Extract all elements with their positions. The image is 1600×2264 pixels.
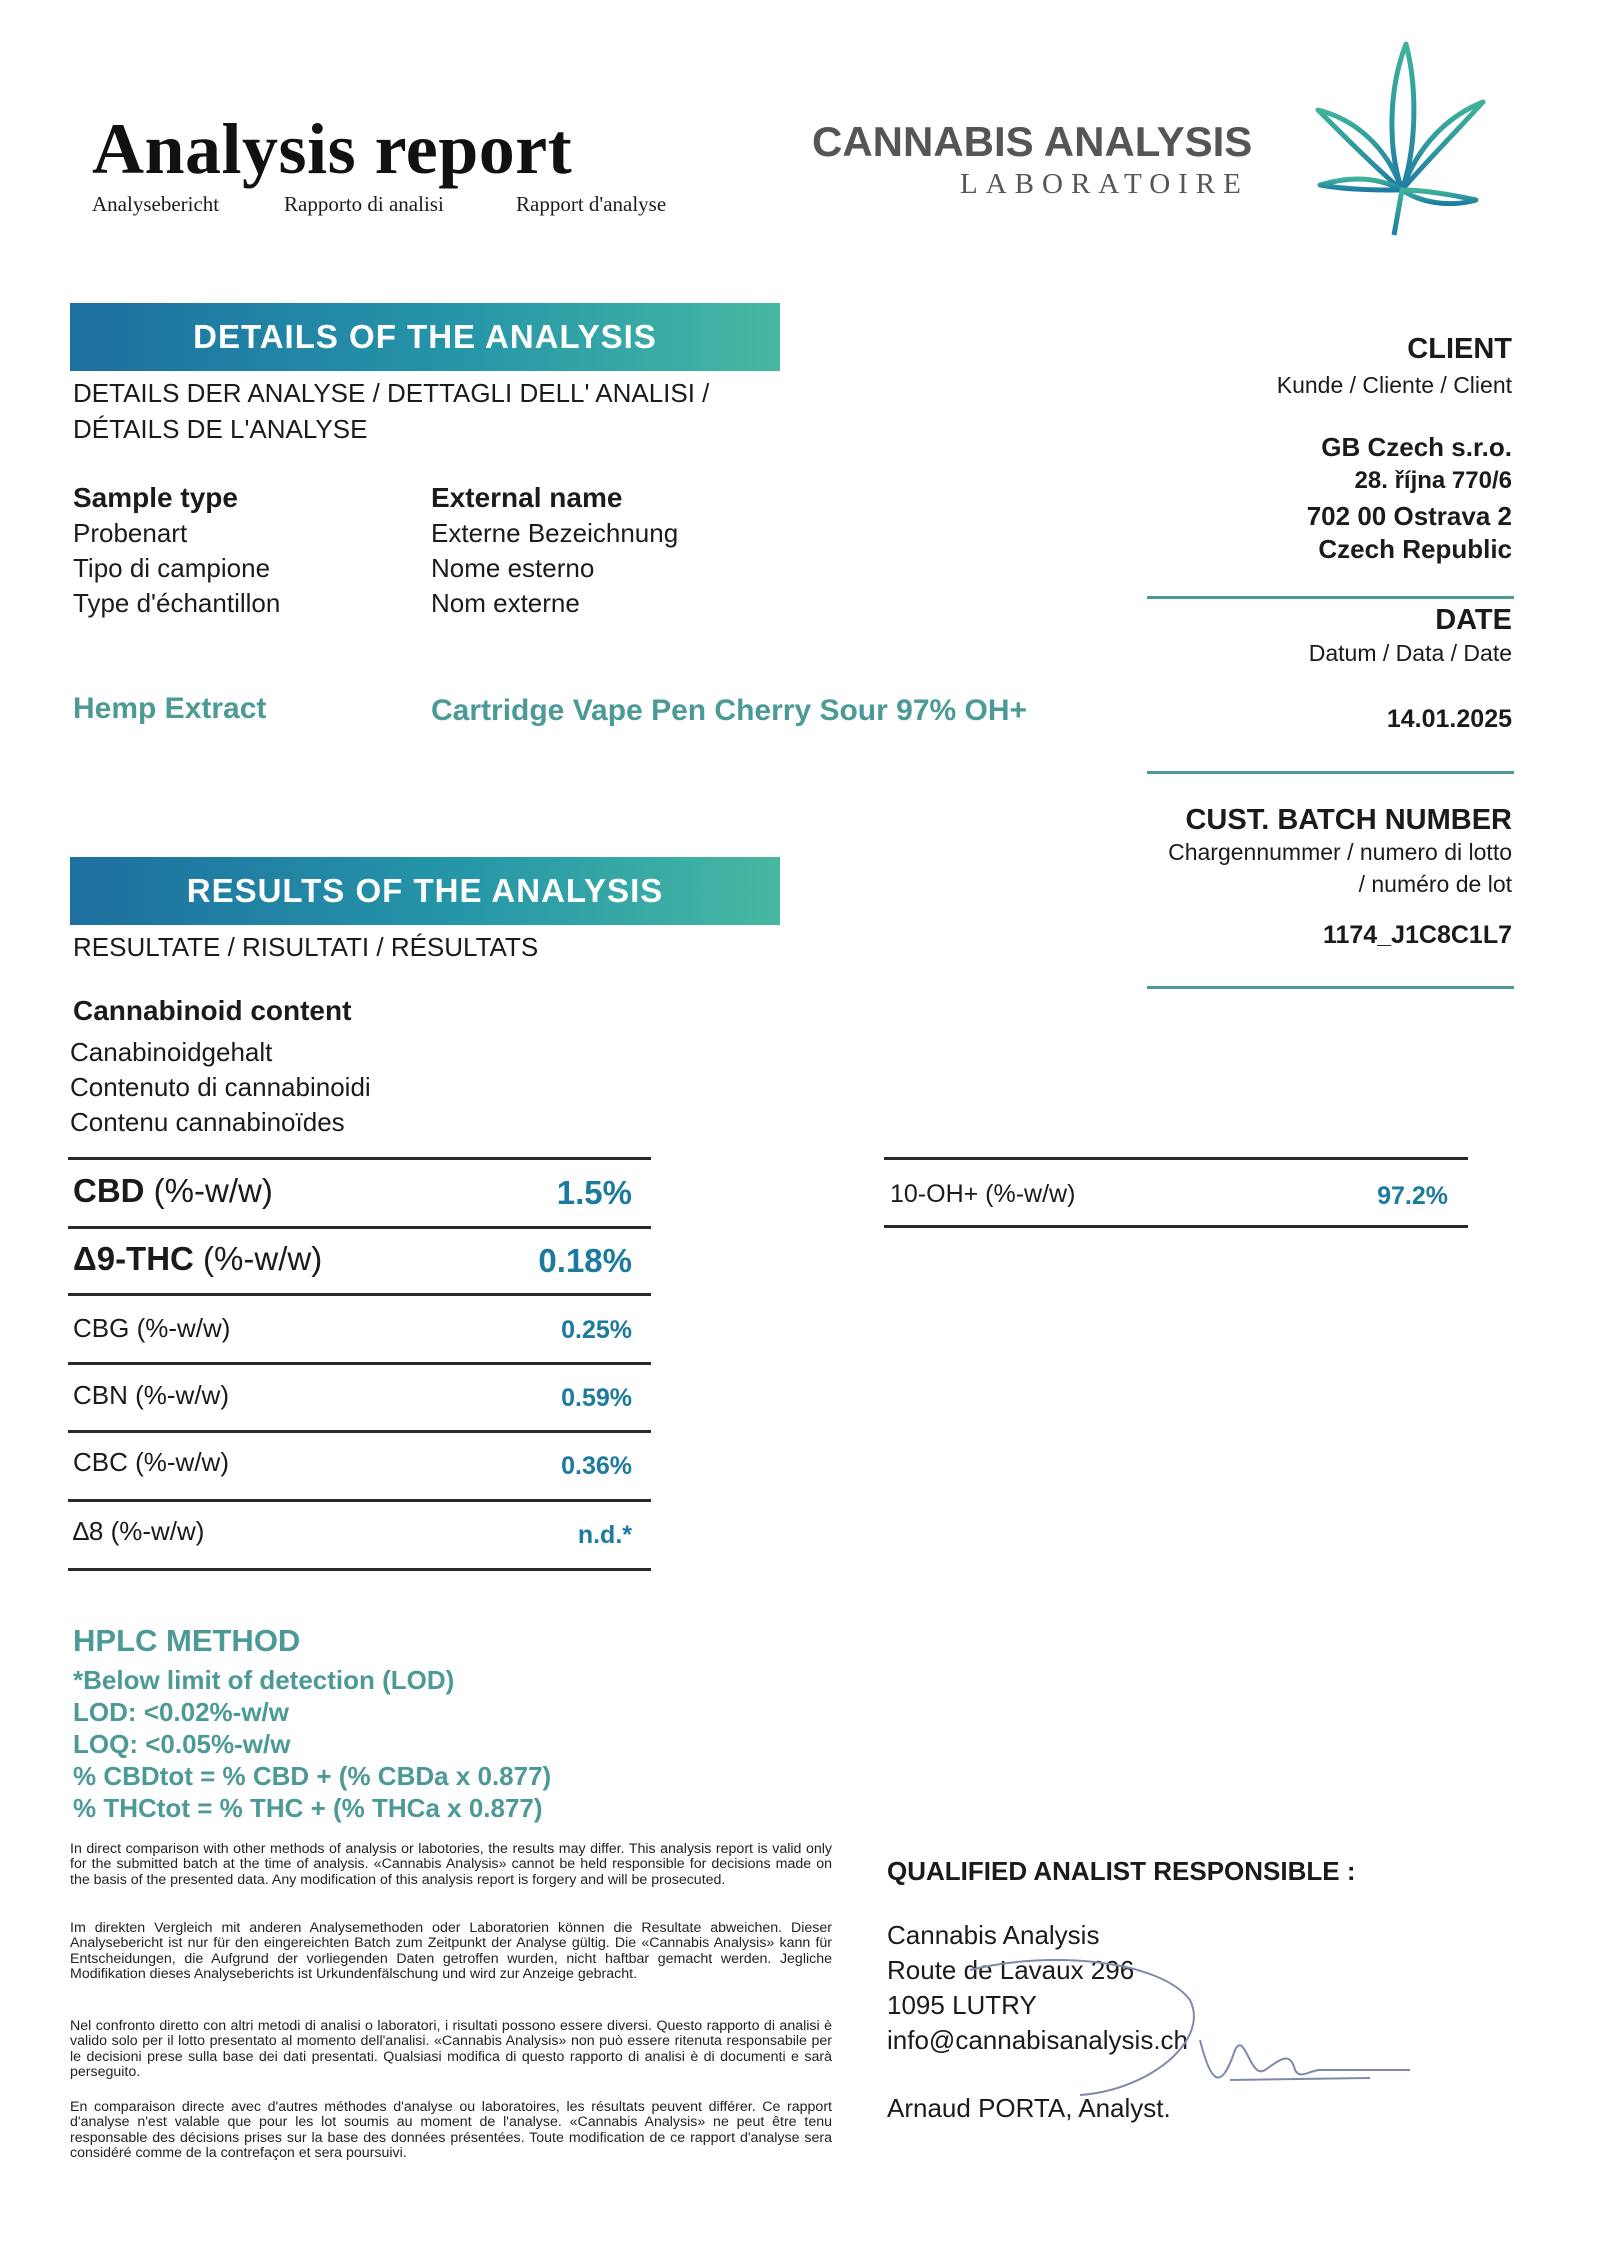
method-line: % CBDtot = % CBD + (% CBDa x 0.877) — [73, 1761, 552, 1791]
client-title: CLIENT — [1407, 333, 1512, 365]
sample-type-fr: Type d'échantillon — [73, 588, 281, 618]
method-title: HPLC METHOD — [73, 1623, 301, 1658]
client-subtitle: Kunde / Cliente / Client — [1276, 372, 1512, 398]
client-street: 28. října 770/6 — [1354, 467, 1512, 494]
client-country: Czech Republic — [1318, 534, 1512, 564]
date-subtitle: Datum / Data / Date — [1308, 640, 1512, 666]
report-subtitle-fr: Rapport d'analyse — [516, 192, 667, 216]
table-row-d9thc — [73, 1240, 322, 1278]
results-subtitle: RESULTATE / RISULTATI / RÉSULTATS — [73, 932, 539, 962]
disclaimer-en: In direct comparison with other methods of analysis or labotories, the results may differ. This analysis report is valid only for the submitted batch at the time of analysis. «Cannabis Analysis» cannot be held responsible for decisions made on the basis of the presented data. Any modification of this analysis report is forgery and will be prosecuted. — [70, 1841, 832, 1888]
analyst-name: Arnaud PORTA, Analyst. — [887, 2093, 1171, 2123]
batch-subtitle-2: / numéro de lot — [1358, 871, 1512, 897]
logo-name: CANNABIS ANALYSIS — [812, 118, 1253, 165]
cannabinoid-content-fr: Contenu cannabinoïdes — [70, 1107, 345, 1137]
sample-type-de: Probenart — [73, 518, 188, 548]
client-divider — [1147, 596, 1514, 599]
analyst-street: Route de Lavaux 296 — [887, 1955, 1135, 1985]
details-subtitle-2: DÉTAILS DE L'ANALYSE — [73, 414, 368, 444]
cbn-value: 0.59% — [561, 1384, 632, 1412]
row-label-name: Δ9-THC — [73, 1240, 194, 1277]
analyst-city: 1095 LUTRY — [887, 1990, 1037, 2020]
table-row-cbc-label: CBC (%-w/w) — [73, 1447, 229, 1477]
cannabinoid-content-title: Cannabinoid content — [73, 995, 352, 1026]
d8-value: n.d.* — [577, 1521, 632, 1549]
method-line: LOQ: <0.05%-w/w — [73, 1729, 291, 1759]
report-subtitle-it: Rapporto di analisi — [284, 192, 444, 216]
external-name-value: Cartridge Vape Pen Cherry Sour 97% OH+ — [431, 694, 1028, 727]
date-title: DATE — [1435, 604, 1512, 636]
side-table-rule — [884, 1225, 1468, 1228]
cbg-value: 0.25% — [561, 1316, 632, 1344]
side-row-value: 97.2% — [1377, 1182, 1448, 1210]
results-banner: RESULTS OF THE ANALYSIS — [70, 857, 780, 925]
table-row-cbn-label: CBN (%-w/w) — [73, 1380, 229, 1410]
table-rule — [68, 1226, 651, 1229]
table-row-d8-label: ∆8 (%-w/w) — [73, 1516, 205, 1546]
analyst-org: Cannabis Analysis — [887, 1920, 1100, 1950]
row-label-unit: (%-w/w) — [144, 1172, 273, 1209]
date-value: 14.01.2025 — [1386, 705, 1512, 733]
external-name-de: Externe Bezeichnung — [431, 518, 679, 548]
sample-type-title: Sample type — [73, 482, 238, 513]
batch-subtitle-1: Chargennummer / numero di lotto — [1168, 839, 1512, 865]
client-city: 702 00 Ostrava 2 — [1306, 501, 1512, 531]
cannabinoid-content-de: Canabinoidgehalt — [70, 1037, 273, 1067]
table-row-cbd — [73, 1172, 273, 1210]
sample-type-value: Hemp Extract — [73, 692, 267, 725]
signature-image — [900, 1930, 1460, 2130]
external-name-fr: Nom externe — [431, 588, 580, 618]
analyst-email: info@cannabisanalysis.ch — [887, 2025, 1189, 2055]
report-subtitle-de: Analysebericht — [92, 192, 220, 216]
cbc-value: 0.36% — [561, 1452, 632, 1480]
disclaimer-de: Im direkten Vergleich mit anderen Analysemethoden oder Laboratorien können die Resultate abweichen. Dieser Analysebericht ist nur für den eingereichten Batch zum Zeitpunkt der Analyse gültig. Die «Cannabis Analysis» kann für Entscheidungen, die Aufgrund der vorliegenden Daten getroffen wurden, nicht haftbar gemacht werden. Jegliche Modifikation dieses Analyseberichts ist Urkundenfälschung und wird zur Anzeige gebracht. — [70, 1920, 832, 1982]
external-name-it: Nome esterno — [431, 553, 595, 583]
batch-title: CUST. BATCH NUMBER — [1185, 804, 1512, 836]
logo-subtitle: LABORATOIRE — [960, 168, 1249, 200]
batch-divider — [1147, 986, 1514, 989]
external-name-title: External name — [431, 482, 623, 513]
method-line: % THCtot = % THC + (% THCa x 0.877) — [73, 1793, 543, 1823]
d9thc-value: 0.18% — [538, 1242, 632, 1279]
table-row-cbg-label: CBG (%-w/w) — [73, 1313, 231, 1343]
disclaimer-fr: En comparaison directe avec d'autres méthodes d'analyse ou laboratoires, les résultats peuvent différer. Ce rapport d'analyse n'est valable que pour les lot soumis au moment de l'analyse. «Cannabis Analysis» ne peut être tenu responsable des décisions prises sur la base des données présentées. Toute modification de ce rapport d'analyse sera considéré comme de la contrefaçon et sera poursuivi. — [70, 2099, 832, 2161]
disclaimer-it: Nel confronto diretto con altri metodi di analisi o laboratori, i risultati possono essere diversi. Questo rapporto di analisi è valido solo per il lotto presentato al momento dell'analisi. «Cannabis Analysis» non può essere ritenuta responsabile per le decisioni prese sulla base dei dati presentati. Qualsiasi modifica di questo rapporto di analisi è di documenti e sarà perseguito. — [70, 2018, 832, 2080]
details-subtitle-1: DETAILS DER ANALYSE / DETTAGLI DELL' ANALISI / — [73, 378, 710, 408]
table-rule — [68, 1293, 651, 1296]
cbd-value: 1.5% — [556, 1174, 632, 1211]
table-rule — [68, 1568, 651, 1571]
table-rule — [68, 1499, 651, 1502]
method-line: *Below limit of detection (LOD) — [73, 1665, 455, 1695]
analyst-title: QUALIFIED ANALIST RESPONSIBLE : — [887, 1856, 1356, 1886]
side-row-label: 10-OH+ (%-w/w) — [890, 1180, 1076, 1208]
row-label-name: CBD — [73, 1172, 145, 1209]
sample-type-it: Tipo di campione — [73, 553, 271, 583]
table-rule — [68, 1430, 651, 1433]
row-label-unit: (%-w/w) — [193, 1240, 323, 1277]
report-title: Analysis report — [92, 109, 573, 189]
table-rule — [68, 1362, 651, 1365]
batch-value: 1174_J1C8C1L7 — [1322, 921, 1512, 949]
side-table-rule — [884, 1157, 1468, 1160]
table-rule — [68, 1157, 651, 1160]
date-divider — [1147, 771, 1514, 774]
details-banner: DETAILS OF THE ANALYSIS — [70, 303, 780, 371]
cannabis-leaf-icon — [1308, 40, 1488, 240]
cannabinoid-content-it: Contenuto di cannabinoidi — [70, 1072, 371, 1102]
method-line: LOD: <0.02%-w/w — [73, 1697, 289, 1727]
client-name: GB Czech s.r.o. — [1321, 432, 1512, 462]
